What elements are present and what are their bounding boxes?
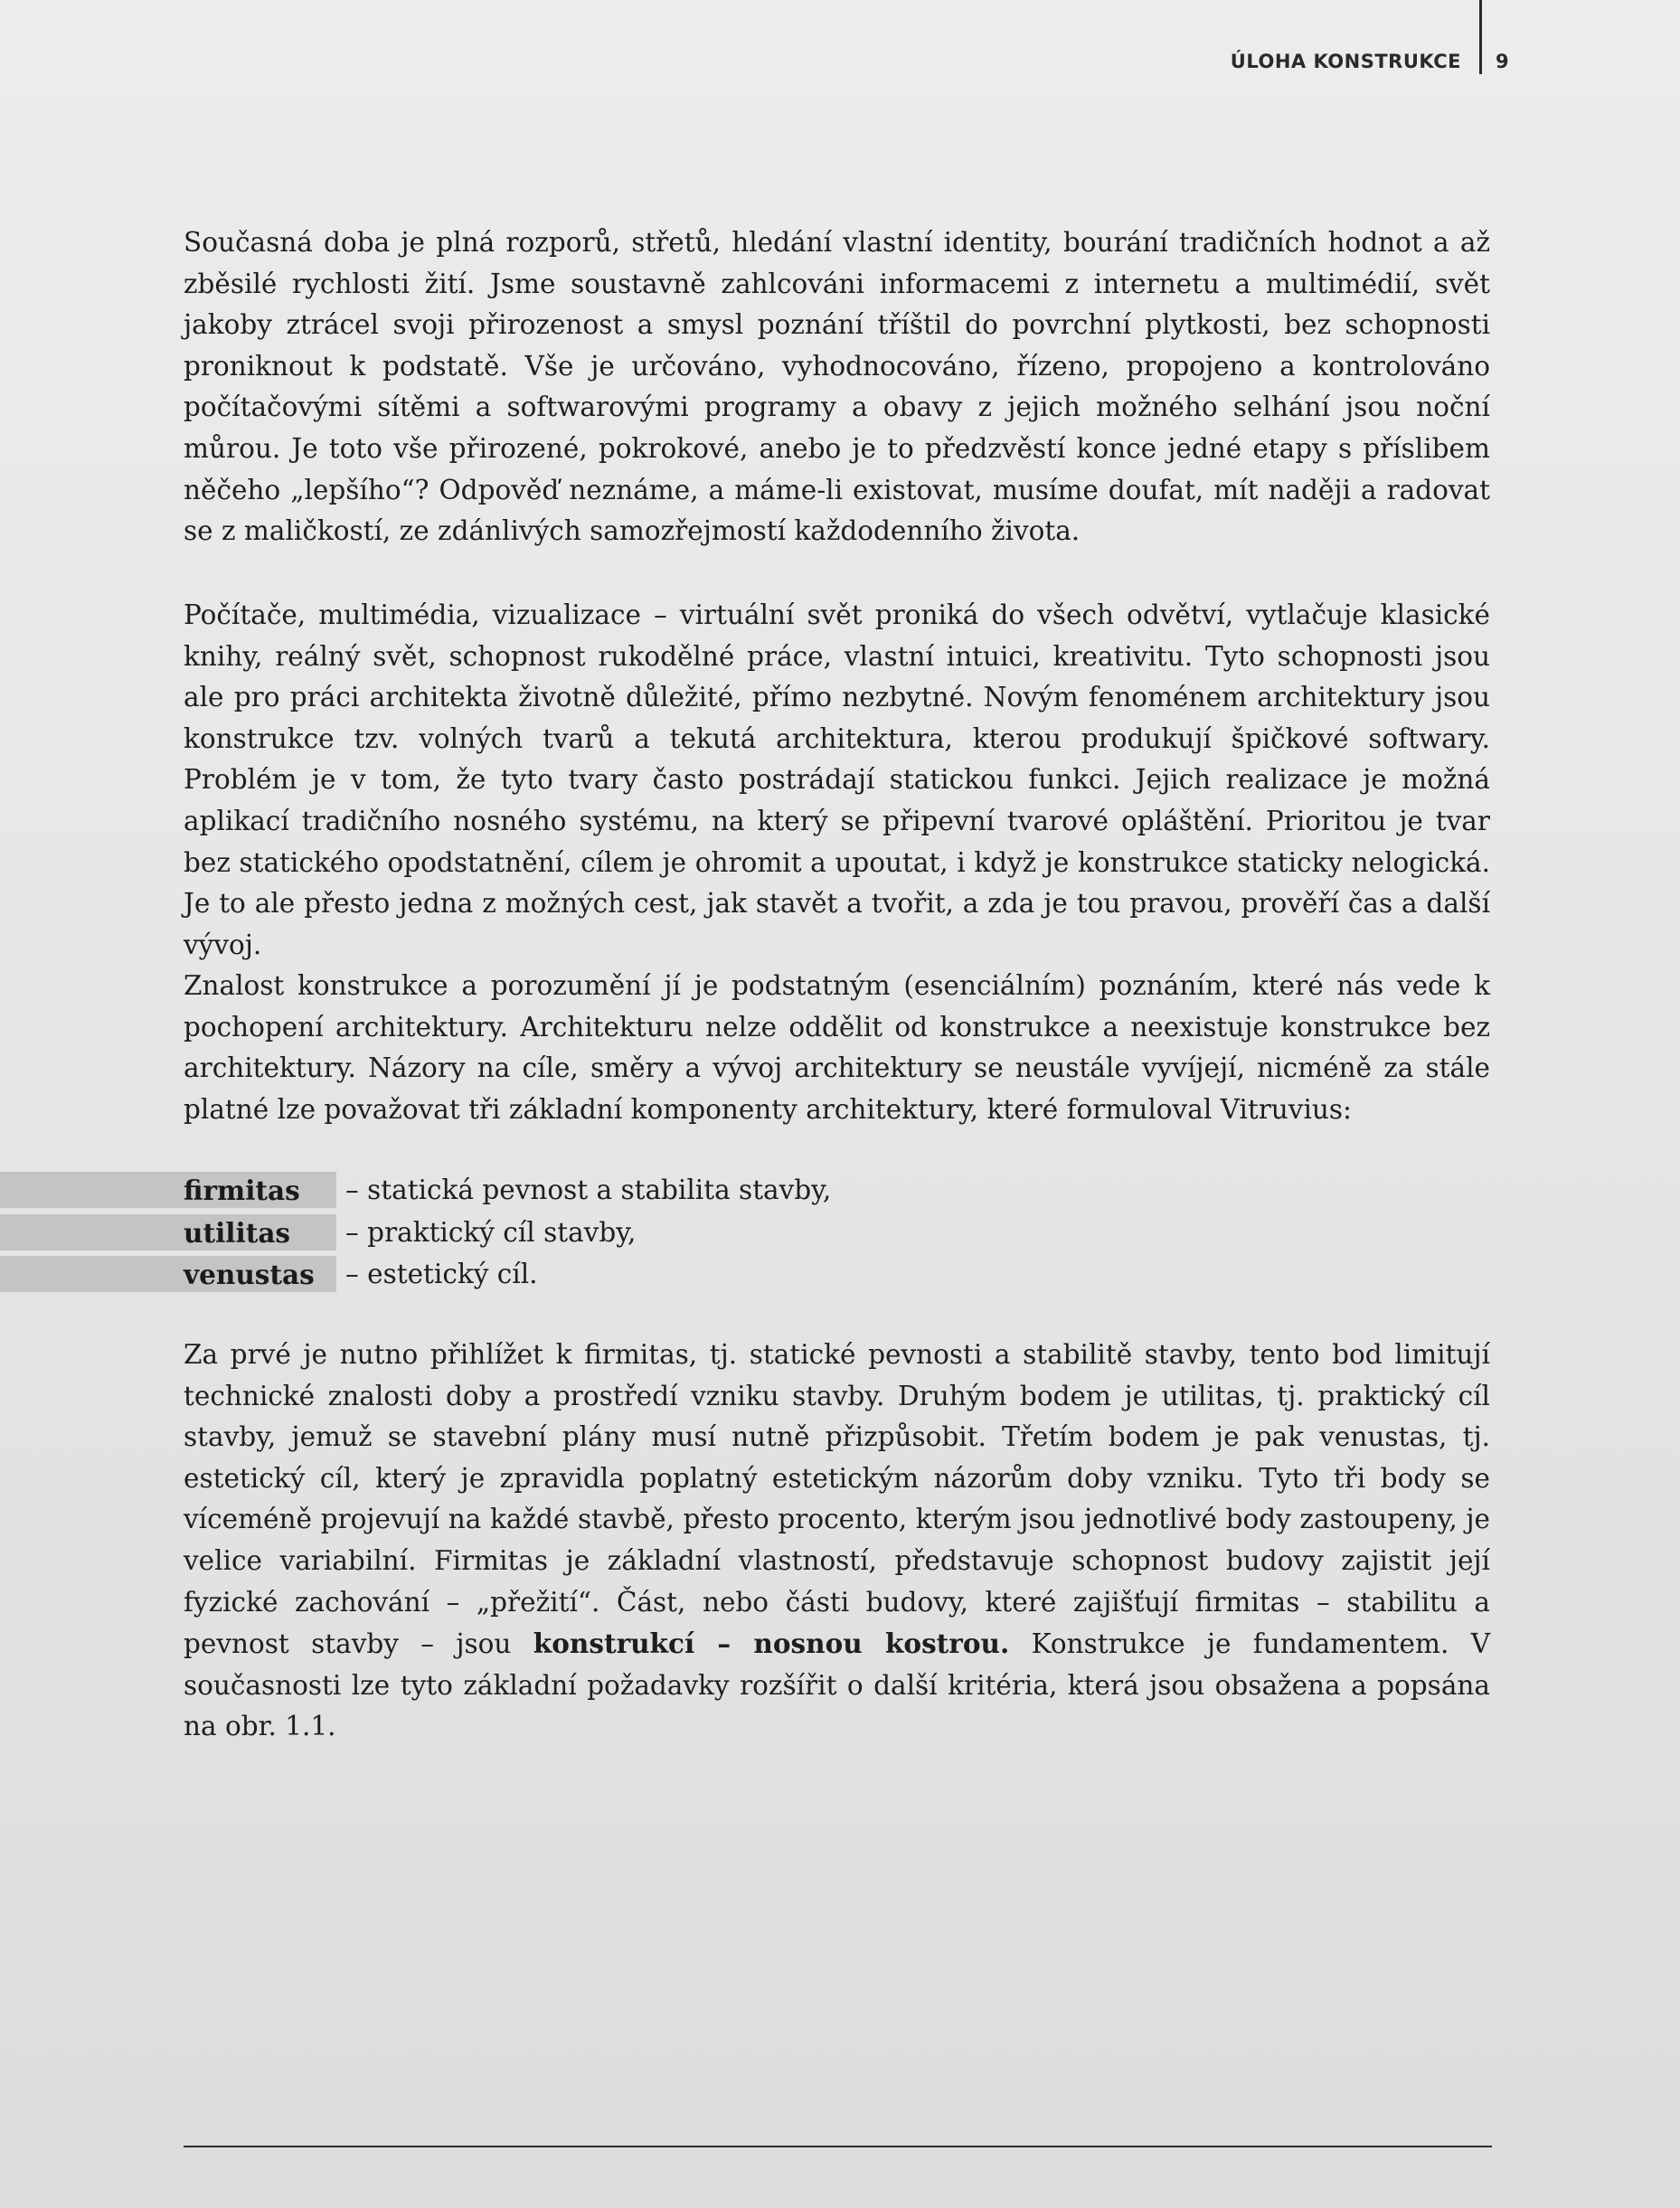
term-row-utilitas xyxy=(0,1213,1680,1255)
page-number: 9 xyxy=(1496,51,1509,72)
term-row-firmitas xyxy=(0,1170,1680,1213)
footer-rule xyxy=(184,2146,1492,2147)
paragraph-4-text: Za prvé je nutno přihlížet k firmitas, tj. statické pevnosti a stabilitě stavby, tento bod limitují technické znalosti doby a prostředí vzniku stavby. Druhým bodem je utilitas, tj. praktický cíl stavby, jemuž se stavební plány musí nutně přizpůsobit. Třetím bodem je pak venustas, tj. estetický cíl, který je zpravidla poplatný estetickým názorům doby vzniku. Tyto tři body se víceméně projevují na každé stavbě, přesto procento, kterým jsou jednotlivé body zastoupeny, je velice variabilní. Firmitas je základní vlastností, představuje schopnost budovy zajistit její fyzické zachování – „přežití“. Část, nebo části budovy, které zajišťují firmitas – stabilitu a pevnost stavby – jsou xyxy=(184,1339,1490,1660)
term-word: firmitas xyxy=(184,1175,300,1206)
paragraph-4-emphasis: konstrukcí – nosnou kostrou. xyxy=(533,1628,1010,1660)
paragraph-1: Současná doba je plná rozporů, střetů, hledání vlastní identity, bourání tradičních hodnot a až zběsilé rychlosti žití. Jsme soustavně zahlcováni informacemi z internetu a multimédií, svět jakoby ztrácel svoji přirozenost a smysl poznání tříštil do povrchní plytkosti, bez schopnosti proniknout k podstatě. Vše je určováno, vyhodnocováno, řízeno, propojeno a kontrolováno počítačovými sítěmi a softwarovými programy a obavy z jejich možného selhání jsou noční můrou. Je toto vše přirozené, pokrokové, anebo je to předzvěstí konce jedné etapy s příslibem něčeho „lepšího“? Odpověď neznáme, a máme-li existovat, musíme doufat, mít naději a radovat se z maličkostí, ze zdánlivých samozřejmostí každodenního života. xyxy=(184,227,1490,547)
term-word: venustas xyxy=(184,1259,315,1290)
term-definition: – praktický cíl stavby, xyxy=(345,1216,637,1248)
paragraph-3: Znalost konstrukce a porozumění jí je podstatným (esenciálním) poznáním, které nás vede k pochopení architektury. Architekturu nelze oddělit od konstrukce a neexistuje konstrukce bez architektury. Názory na cíle, směry a vývoj architektury se neustále vyvíjejí, nicméně za stále platné lze považovat tři základní komponenty architektury, které formuloval Vitruvius: xyxy=(184,970,1490,1125)
term-row-venustas xyxy=(0,1254,1680,1297)
vitruvius-terms-list xyxy=(0,1170,1680,1297)
paragraph-2: Počítače, multimédia, vizualizace – virtuální svět proniká do všech odvětví, vytlačuje klasické knihy, reálný svět, schopnost rukodělné práce, vlastní intuici, kreativitu. Tyto schopnosti jsou ale pro práci architekta životně důležité, přímo nezbytné. Novým fenoménem architektury jsou konstrukce tzv. volných tvarů a tekutá architektura, kterou produkují špičkové softwary. Problém je v tom, že tyto tvary často postrádají statickou funkci. Jejich realizace je možná aplikací tradičního nosného systému, na který se připevní tvarové opláštění. Prioritou je tvar bez statického opodstatnění, cílem je ohromit a upoutat, i když je konstrukce staticky nelogická. Je to ale přesto jedna z možných cest, jak stavět a tvořit, a zda je tou pravou, prověří čas a další vývoj. xyxy=(184,599,1490,960)
paragraph-4 xyxy=(184,1335,1490,1748)
term-definition: – estetický cíl. xyxy=(345,1259,538,1289)
term-definition: – statická pevnost a stabilita stavby, xyxy=(345,1175,832,1205)
running-header-title: ÚLOHA KONSTRUKCE xyxy=(1230,51,1461,72)
term-word: utilitas xyxy=(184,1216,291,1249)
paragraph-4-text-end: Konstrukce je fundamentem. V současnosti lze tyto základní požadavky rozšířit o další kritéria, která jsou obsažena a popsána na obr. 1.1. xyxy=(184,1628,1490,1742)
header-vertical-rule xyxy=(1479,0,1482,74)
